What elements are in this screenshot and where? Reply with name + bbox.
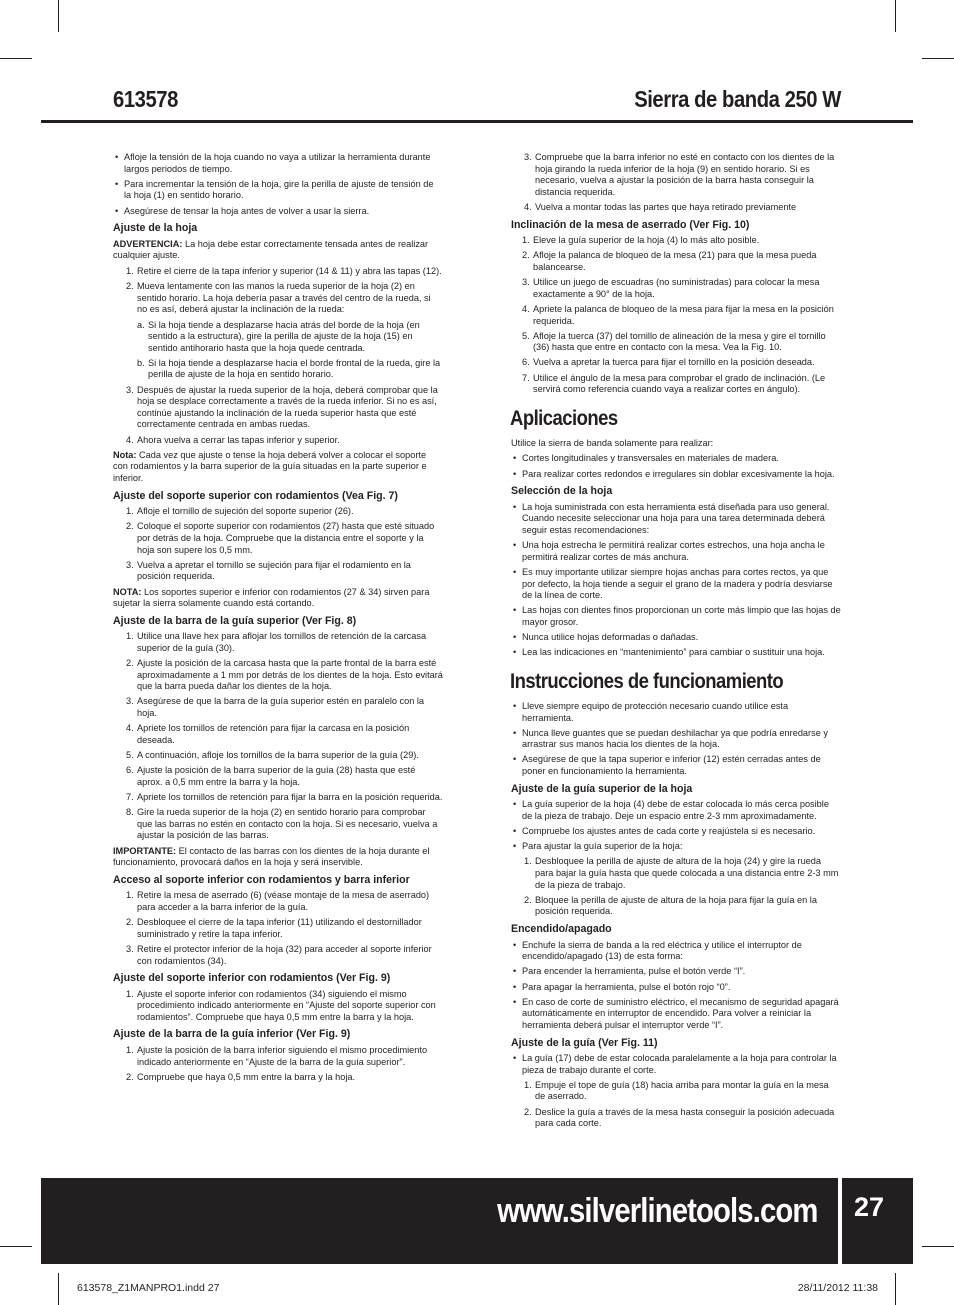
numbered-item [511,202,841,214]
page-number-box [842,1178,913,1264]
item-text: En caso de corte de suministro eléctrico, el mecanismo de seguridad apagará automáticamente en interruptor de encendido. Para volver a reiniciar la herramienta deberá pulsar el interruptor verde “I”. [522,996,839,1030]
crop-mark [58,0,59,32]
numbered-item [113,521,443,556]
item-text: Apriete los tornillos de retención para fijar la barra en la posición requerida. [137,792,443,802]
item-text: Asegúrese de que la tapa superior e inferior (12) estén cerradas antes de poner en funcionamiento la herramienta. [522,754,821,777]
bullet-marker: • [513,799,517,810]
item-text: Nunca lleve guantes que se puedan deshilachar ya que podría enredarse y arrastrar sus manos hacia los dientes de la hoja. [522,727,828,750]
item-text: A continuación, afloje los tornillos de la barra superior de la guía (29). [137,750,419,761]
chapter-heading: Instrucciones de funcionamiento [510,669,784,693]
numbered-item [113,358,443,381]
numbered-item [113,1072,443,1084]
item-text: Cortes longitudinales y transversales en materiales de madera. [522,453,779,464]
bullet-marker: • [513,468,517,479]
bullet-item [511,1053,841,1076]
bullet-marker: • [513,540,517,551]
item-text: Vuelva a apretar el tornillo se sujeción para fijar el rodamiento en la posición requerida. [137,559,411,582]
note-label: NOTA: [113,586,142,597]
item-text: Para encender la herramienta, pulse el botón verde “I”. [522,966,746,977]
bullet-item [511,841,841,853]
item-number: 2. [126,658,134,669]
crop-mark [922,58,954,59]
item-number: 3. [522,277,530,288]
item-number: 6. [126,765,134,776]
numbered-item [511,235,841,247]
item-text: Bloquee la perilla de ajuste de altura de la hoja para fijar la guía en la posición requerida. [535,894,817,917]
section-heading: Ajuste de la guía (Ver Fig. 11) [511,1036,658,1049]
item-text: Afloje la tuerca (37) del tornillo de alineación de la mesa y gire el tornillo (36) hasta que entre en contacto con la mesa. Vea la Fig. 10. [533,330,826,353]
item-text: Retire el cierre de la tapa inferior y superior (14 & 11) y abra las tapas (12). [137,265,442,276]
paragraph-text: El contacto de las barras con los dientes de la hoja durante el funcionamiento, provocará daños en la hoja y será inservible. [113,845,430,868]
numbered-item [511,277,841,300]
item-number: 3. [126,559,134,570]
bullet-item [511,469,841,481]
bullet-marker: • [513,1053,517,1064]
bullet-marker: • [513,826,517,837]
bullet-item [511,647,841,659]
bullet-item [113,179,443,202]
item-number: 5. [522,330,530,341]
item-number: 2. [126,1071,134,1082]
crop-mark [0,58,32,59]
item-text: La hoja suministrada con esta herramienta está diseñada para uso general. Cuando necesite seleccionar una hoja para una tarea determinada deberá seguir estas recomendaciones: [522,501,830,535]
item-text: Afloje la palanca de bloqueo de la mesa (21) para que la mesa pueda balancearse. [533,250,817,272]
item-text: Afloje el tornillo de sujeción del soporte superior (26). [137,506,354,517]
item-text: Apriete la palanca de bloqueo de la mesa para fijar la mesa en la posición requerida. [533,303,834,326]
numbered-item [113,944,443,967]
paragraph-text: Utilice la sierra de banda solamente para realizar: [511,437,714,448]
bullet-marker: • [513,632,517,643]
item-text: Deslice la guía a través de la mesa hasta conseguir la posición adecuada para cada corte. [535,1106,835,1129]
item-text: Para realizar cortes redondos e irregulares sin doblar excesivamente la hoja. [522,468,835,479]
bullet-marker: • [513,841,517,852]
section-heading: Ajuste de la guía superior de la hoja [511,782,693,795]
section-heading: Ajuste de la barra de la guía superior (Ver Fig. 8) [113,614,357,627]
item-number: 1. [126,631,134,642]
item-text: Si la hoja tiende a desplazarse hacia el borde frontal de la rueda, gire la perilla de ajuste de la hoja en sentido horario. [148,357,441,380]
item-number: 4. [522,303,530,314]
numbered-item [511,357,841,369]
item-number: 2. [126,281,134,292]
item-number: 4. [126,434,134,445]
item-text: Después de ajustar la rueda superior de la hoja, deberá comprobar que la hoja se desplace correctamente a través de la rueda inferior. Si no es así, continúe ajustando la inclinación de la rueda superior hasta que esté correctamente centrada en ambas ruedas. [137,384,438,430]
item-text: Empuje el tope de guía (18) hacia arriba para montar la guía en la mesa de aserrado. [535,1079,829,1102]
item-text: Nunca utilice hojas deformadas o dañadas. [522,632,699,643]
bullet-item [511,940,841,963]
numbered-item [113,917,443,940]
item-text: Vuelva a montar todas las partes que haya retirado previamente [535,201,797,212]
paragraph [113,846,443,869]
item-text: Lleve siempre equipo de protección necesario cuando utilice esta herramienta. [522,700,789,723]
bullet-item [113,152,443,175]
paragraph-text: Los soportes superior e inferior con rodamientos (27 & 34) sirven para sujetar la sierra solamente cuando está cortando. [113,586,430,609]
left-column [113,152,443,1087]
bullet-item [511,605,841,628]
footer-bar [41,1178,838,1264]
bullet-marker: • [513,996,517,1007]
item-number: 1. [522,235,530,246]
numbered-item [113,890,443,913]
bullet-item [511,982,841,994]
item-text: Vuelva a apretar la tuerca para fijar el tornillo en la posición deseada. [533,357,815,368]
item-number: 1. [126,988,134,999]
item-text: La guía (17) debe de estar colocada paralelamente a la hoja para controlar la pieza de trabajo durante el corte. [522,1053,837,1075]
item-text: Para incrementar la tensión de la hoja, gire la perilla de ajuste de tensión de la hoja (1) en sentido horario. [124,178,434,201]
item-number: 3. [126,696,134,707]
item-number: 2. [522,250,530,261]
numbered-item [113,696,443,719]
section-heading: Ajuste del soporte superior con rodamientos (Vea Fig. 7) [113,489,398,502]
item-text: Lea las indicaciones en “mantenimiento” para cambiar o sustituir una hoja. [522,647,825,658]
item-number: 2. [524,894,532,905]
bullet-item [511,453,841,465]
right-column [511,152,841,1133]
item-text: Ajuste el soporte inferior con rodamientos (34) siguiendo el mismo procedimiento indicado anteriormente en “Ajuste del soporte superior con rodamientos”. Compruebe que haya 0,5 mm entre la barra y la hoja. [137,988,436,1022]
item-number: 1. [524,856,532,867]
bullet-item [511,567,841,602]
numbered-item [511,373,841,396]
item-text: Apriete los tornillos de retención para fijar la carcasa en la posición deseada. [137,723,410,745]
numbered-item [511,304,841,327]
numbered-item [511,152,841,198]
item-text: Desbloquee la perilla de ajuste de altura de la hoja (24) y gire la rueda para bajar la guía hasta que quede colocada a una distancia entre 2-3 mm de la pieza de trabajo. [535,856,839,890]
section-heading: Acceso al soporte inferior con rodamientos y barra inferior [113,873,410,886]
bullet-marker: • [513,501,517,512]
numbered-item [113,435,443,447]
slug-date: 28/11/2012 11:38 [797,1282,878,1294]
bullet-item [511,632,841,644]
item-number: 1. [126,265,134,276]
item-text: Las hojas con dientes finos proporcionan un corte más limpio que las hojas de mayor grosor. [522,605,841,627]
numbered-item [113,807,443,842]
numbered-item [511,1107,841,1130]
page-title: Sierra de banda 250 W [634,86,841,112]
bullet-marker: • [513,647,517,658]
crop-mark [58,1273,59,1305]
bullet-marker: • [115,205,119,216]
note-label: IMPORTANTE: [113,845,177,856]
header-rule [41,120,913,123]
numbered-item [511,1080,841,1103]
numbered-item [113,281,443,316]
bullet-item [511,966,841,978]
numbered-item [113,792,443,804]
bullet-marker: • [513,754,517,765]
item-text: La guía superior de la hoja (4) debe de estar colocada lo más cerca posible de la pieza de trabajo. Deje un espacio entre 2-3 mm aproximadamente. [522,799,829,821]
section-heading: Inclinación de la mesa de aserrado (Ver Fig. 10) [511,218,750,231]
model-number: 613578 [113,86,178,112]
item-text: Una hoja estrecha le permitirá realizar cortes estrechos, una hoja ancha le permitirá realizar cortes de más anchura. [522,540,825,562]
bullet-item [113,206,443,218]
bullet-marker: • [513,700,517,711]
paragraph [511,438,841,450]
item-text: Utilice un juego de escuadras (no suministradas) para colocar la mesa exactamente a 90° de la hoja. [533,277,820,299]
paragraph-text: La hoja debe estar correctamente tensada antes de realizar cualquier ajuste. [113,238,429,261]
item-text: Desbloquee el cierre de la tapa inferior (11) utilizando el destornillador suministrado y retire la tapa inferior. [137,917,422,939]
paragraph [113,239,443,262]
paragraph [113,587,443,610]
section-heading: Encendido/apagado [511,922,612,935]
bullet-marker: • [513,981,517,992]
item-text: Retire la mesa de aserrado (6) (véase montaje de la mesa de aserrado) para acceder a la barra inferior de la guía. [137,890,430,912]
numbered-item [511,331,841,354]
item-number: 6. [522,357,530,368]
item-text: Mueva lentamente con las manos la rueda superior de la hoja (2) en sentido horario. La hoja debería pasar a través del centro de la rueda, si no es así, deberá ajustar la inclinación de la rueda: [137,281,431,315]
item-text: Coloque el soporte superior con rodamientos (27) hasta que esté situado por detrás de la hoja. Compruebe que la distancia entre el soporte y la hoja son supere los 0,5 mm. [137,521,435,555]
item-number: 1. [126,506,134,517]
bullet-marker: • [513,966,517,977]
section-heading: Ajuste de la barra de la guía inferior (Ver Fig. 9) [113,1028,351,1041]
item-number: a. [137,319,145,330]
bullet-marker: • [513,727,517,738]
crop-mark [895,0,896,32]
bullet-item [511,754,841,777]
section-heading: Ajuste del soporte inferior con rodamientos (Ver Fig. 9) [113,972,391,985]
bullet-marker: • [513,605,517,616]
item-text: Utilice una llave hex para aflojar los tornillos de retención de la carcasa superior de la guía (30). [137,631,427,653]
item-number: 4. [524,201,532,212]
item-number: 2. [524,1106,532,1117]
bullet-item [511,799,841,822]
bullet-item [511,701,841,724]
numbered-item [113,989,443,1024]
crop-mark [895,1273,896,1305]
item-text: Ajuste la posición de la carcasa hasta que la parte frontal de la barra esté aproximadamente a 1 mm por detrás de los dientes de la hoja. Esto evitará que la barra pueda dañar los dientes de la hoja. [137,658,443,692]
bullet-item [511,502,841,537]
bullet-item [511,728,841,751]
item-text: Ajuste la posición de la barra inferior siguiendo el mismo procedimiento indicado anteriormente en “Ajuste de la barra de la guía superior”. [137,1045,428,1067]
bullet-marker: • [115,178,119,189]
item-number: 2. [126,521,134,532]
bullet-item [511,997,841,1032]
item-text: Compruebe los ajustes antes de cada corte y reajústela si es necesario. [522,826,816,837]
item-number: 3. [126,943,134,954]
item-number: 5. [126,750,134,761]
item-text: Para apagar la herramienta, pulse el botón rojo “0”. [522,981,731,992]
item-text: Asegúrese de que la barra de la guía superior estén en paralelo con la hoja. [137,696,425,719]
item-text: Gire la rueda superior de la hoja (2) en sentido horario para comprobar que las barras no estén en contacto con la hoja. Si es necesario, vuelva a ajustar la posición de las barras. [137,807,438,841]
bullet-marker: • [513,453,517,464]
item-text: Para ajustar la guía superior de la hoja: [522,841,683,852]
item-number: 1. [126,890,134,901]
numbered-item [113,266,443,278]
note-label: Nota: [113,449,137,460]
item-text: Ajuste la posición de la barra superior de la guía (28) hasta que esté aprox. a 0,5 mm entre la barra y la hoja. [137,765,416,787]
item-number: 3. [524,152,532,162]
item-text: Afloje la tensión de la hoja cuando no vaya a utilizar la herramienta durante largos periodos de tiempo. [124,152,431,174]
item-number: 1. [126,1045,134,1056]
slug-filename: 613578_Z1MANPRO1.indd 27 [77,1282,220,1294]
item-text: Es muy importante utilizar siempre hojas anchas para cortes rectos, ya que por defecto, la hoja tiende a seguir el grano de la madera y podría desviarse de la línea de corte. [522,566,833,601]
item-number: 3. [126,384,134,395]
item-text: Compruebe que la barra inferior no esté en contacto con los dientes de la hoja girando la rueda inferior de la hoja (9) en sentido horario. Si es necesario, vuelva a ajustar la posición de la barra hasta conseguir la distancia requerida. [535,152,835,197]
item-text: Utilice el ángulo de la mesa para comprobar el grado de inclinación. (Le servirá como referencia cuando vaya a realizar cortes en ángulo). [533,372,826,395]
bullet-marker: • [513,566,517,577]
item-text: Asegúrese de tensar la hoja antes de volver a usar la sierra. [124,205,370,216]
numbered-item [113,631,443,654]
paragraph-text: Cada vez que ajuste o tense la hoja deberá volver a colocar el soporte con rodamientos y la barra superior de la guía situadas en la parte superior e inferior. [113,449,427,483]
note-label: ADVERTENCIA: [113,238,183,249]
item-number: 8. [126,807,134,818]
page-number: 27 [853,1192,885,1222]
section-heading: Ajuste de la hoja [113,222,198,235]
website-link[interactable]: www.silverlinetools.com [497,1192,818,1230]
item-text: Eleve la guía superior de la hoja (4) lo más alto posible. [533,235,760,246]
item-number: 4. [126,723,134,734]
numbered-item [113,560,443,583]
numbered-item [511,856,841,891]
numbered-item [113,750,443,762]
bullet-marker: • [115,152,119,162]
numbered-item [113,765,443,788]
numbered-item [113,506,443,518]
numbered-item [113,723,443,746]
section-heading: Selección de la hoja [511,485,613,498]
item-number: b. [137,357,145,368]
paragraph [113,450,443,485]
chapter-heading: Aplicaciones [510,406,618,430]
numbered-item [113,1045,443,1068]
numbered-item [511,895,841,918]
item-text: Compruebe que haya 0,5 mm entre la barra y la hoja. [137,1071,356,1082]
crop-mark [0,1246,32,1247]
bullet-marker: • [513,939,517,950]
numbered-item [113,658,443,693]
item-text: Si la hoja tiende a desplazarse hacia atrás del borde de la hoja (en sentido a la estructura), gire la perilla de ajuste de la hoja (15) en sentido antihorario hasta que la hoja quede centrada. [148,319,420,353]
item-number: 7. [126,792,134,802]
bullet-item [511,826,841,838]
item-number: 2. [126,917,134,928]
numbered-item [113,320,443,355]
numbered-item [511,250,841,273]
item-text: Enchufe la sierra de banda a la red eléctrica y utilice el interruptor de encendido/apagado (13) de esta forma: [522,939,802,962]
item-text: Retire el protector inferior de la hoja (32) para acceder al soporte inferior con rodamientos (34). [137,943,432,966]
bullet-item [511,540,841,563]
item-number: 7. [522,372,530,383]
item-number: 1. [524,1079,532,1090]
numbered-item [113,385,443,431]
item-text: Ahora vuelva a cerrar las tapas inferior y superior. [137,434,340,445]
crop-mark [922,1246,954,1247]
